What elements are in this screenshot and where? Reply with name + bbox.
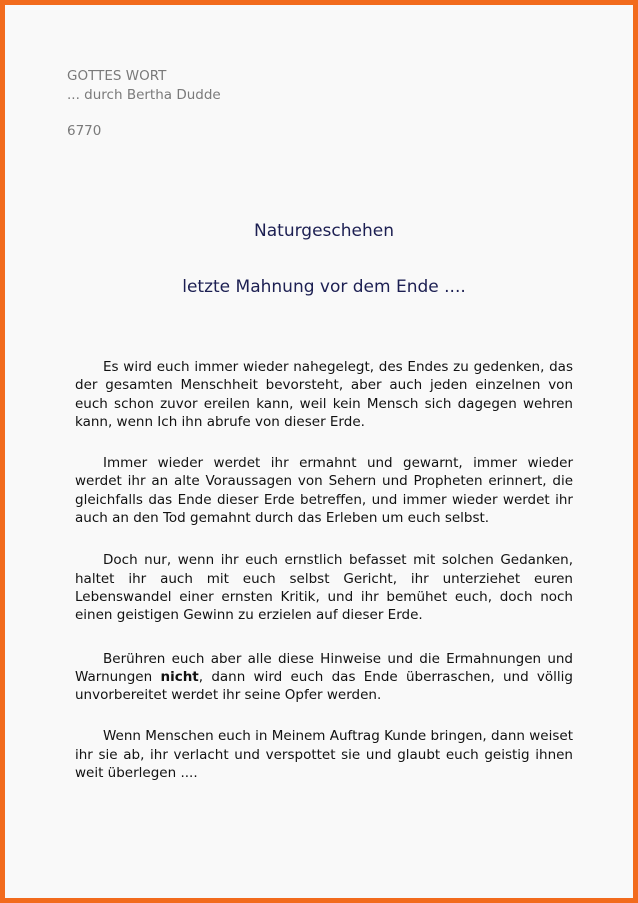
document-body — [75, 358, 573, 805]
paragraph — [75, 650, 573, 705]
emphasis-text: nicht — [160, 668, 199, 685]
paragraph-text: Berühren euch aber alle diese Hinweise und die Ermahnungen und Warnungen — [75, 650, 573, 685]
paragraph: Wenn Menschen euch in Meinem Auftrag Kunde bringen, dann weiset ihr sie ab, ihr verlacht und verspottet sie und glaubt euch geistig ihnen weit überlegen .... — [75, 728, 573, 782]
paragraph: Doch nur, wenn ihr euch ernstlich befasset mit solchen Gedanken, haltet ihr auch mit euch selbst Gericht, ihr unterziehet euren Lebenswandel einer ernsten Kritik, und ihr bemühet euch, doch noch einen geistigen Gewinn zu erzielen auf dieser Erde. — [75, 552, 573, 624]
page-title: Naturgeschehen — [254, 221, 394, 241]
document-number: 6770 — [67, 123, 102, 139]
header-author: ... durch Bertha Dudde — [67, 87, 221, 103]
page-subtitle: letzte Mahnung vor dem Ende .... — [182, 277, 466, 297]
paragraph-text: , dann wird euch das Ende überraschen, und völlig unvorbereitet werdet ihr seine Opfer werden. — [75, 668, 573, 704]
header-title: GOTTES WORT — [67, 68, 167, 84]
paragraph: Es wird euch immer wieder nahegelegt, des Endes zu gedenken, das der gesamten Menschheit bevorsteht, aber auch jeden einzelnen von euch schon zuvor ereilen kann, weil kein Mensch sich dagegen wehren kann, wenn Ich ihn abrufe von dieser Erde. — [75, 359, 573, 430]
document-header — [67, 67, 221, 141]
paragraph: Immer wieder werdet ihr ermahnt und gewarnt, immer wieder werdet ihr an alte Voraussagen von Sehern und Propheten erinnert, die gleichfalls das Ende dieser Erde betreffen, und immer wieder werdet ihr auch an den Tod gemahnt durch das Erleben um euch selbst. — [75, 455, 573, 527]
